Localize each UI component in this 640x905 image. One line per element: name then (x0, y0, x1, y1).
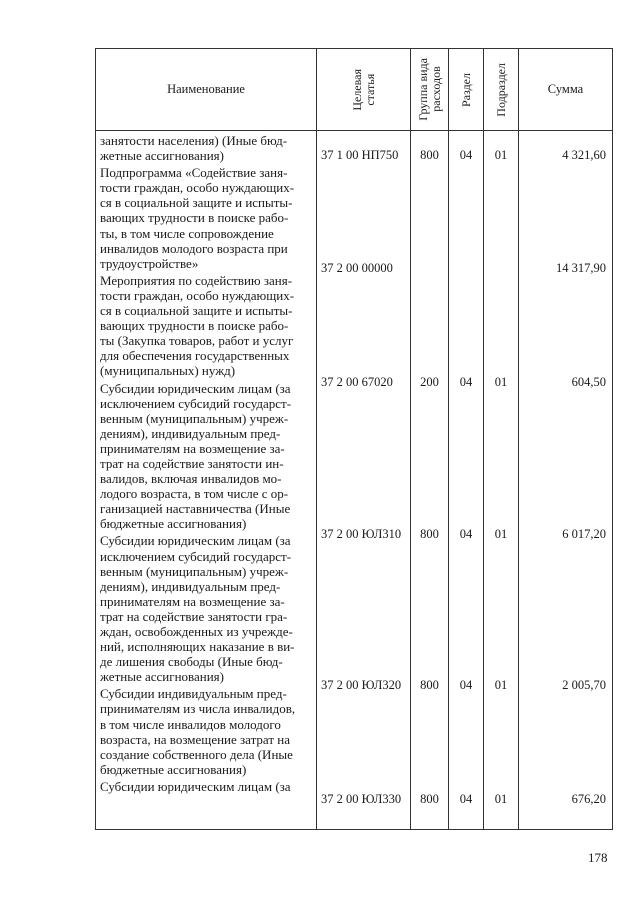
target-code-4: 37 2 00 ЮЛ320 (321, 678, 402, 692)
subsection-value-3: 01 (494, 527, 508, 541)
subsection-value-4: 01 (494, 678, 508, 692)
header-name: Наименование (96, 49, 317, 131)
header-section: Раздел (449, 49, 484, 131)
header-group: Группа вида расходов (411, 49, 449, 131)
section-value-5: 04 (459, 792, 473, 806)
group-value-4: 800 (420, 678, 439, 692)
row-text-1: Подпрограмма «Содействие заня- тости граждан, особо нуждающих- ся в социальной защите и испыты- вающих трудности в поиске рабо- ты, в том числе сопровождение инвалидов молодого возраста при трудоустройстве» (100, 165, 295, 271)
budget-table-sheet (95, 48, 612, 830)
section-value-2: 04 (459, 375, 473, 389)
sum-value-3: 6 017,20 (562, 527, 606, 541)
row-text-2: Мероприятия по содействию заня- тости граждан, особо нуждающих- ся в социальной защите и испыты- вающих трудности в поиске рабо- ты (Закупка товаров, работ и услуг для обеспечения государственных (муниципальных) нужд) (100, 272, 295, 379)
table-header-row (96, 49, 613, 131)
sum-value-2: 604,50 (571, 375, 606, 389)
header-sum: Сумма (519, 49, 613, 131)
subsection-value-0: 01 (494, 148, 508, 162)
sum-value-4: 2 005,70 (562, 678, 606, 692)
row-text-0: занятости населения) (Иные бюд- жетные ассигнования) (100, 133, 288, 164)
section-value-4: 04 (459, 678, 473, 692)
name-cell (96, 131, 317, 830)
section-column (449, 131, 484, 830)
group-value-3: 800 (420, 527, 439, 541)
target-column (317, 131, 411, 830)
subsection-value-5: 01 (494, 792, 508, 806)
sum-value-5: 676,20 (571, 792, 606, 806)
group-column (411, 131, 449, 830)
row-text-6: Субсидии юридическим лицам (за (100, 778, 291, 794)
target-code-5: 37 2 00 ЮЛ330 (321, 792, 402, 806)
section-value-0: 04 (459, 148, 473, 162)
header-target: Целевая статья (317, 49, 411, 131)
group-value-0: 800 (420, 148, 439, 162)
page-number: 178 (588, 850, 608, 865)
subsection-value-2: 01 (494, 375, 508, 389)
subsection-column (484, 131, 519, 830)
budget-table (95, 48, 613, 830)
row-text-4: Субсидии юридическим лицам (за исключением субсидий государст- венным (муниципальным) учреж- дениям), индивидуальным пред- принимателям на возмещение за- трат на содействие занятости гра- ждан, освобожденных из учрежде- ний, исполняющих наказание в ви- де лишения свободы (Иные бюд- жетные ассигнования) (100, 533, 295, 685)
target-code-0: 37 1 00 НП750 (321, 148, 399, 162)
sum-value-1: 14 317,90 (556, 261, 606, 275)
table-body-row (96, 131, 613, 830)
row-text-3: Субсидии юридическим лицам (за исключением субсидий государст- венным (муниципальным) учреж- дениям), индивидуальным пред- принимателям на возмещение за- трат на содействие занятости ин- валидов, включая инвалидов мо- лодого возраста, в том числе с ор- ганизацией наставничества (Иные бюджетные ассигнования) (100, 380, 292, 532)
sum-value-0: 4 321,60 (562, 148, 606, 162)
target-code-3: 37 2 00 ЮЛ310 (321, 527, 402, 541)
sum-column (519, 131, 613, 830)
target-code-2: 37 2 00 67020 (321, 375, 393, 389)
header-subsection: Подраздел (484, 49, 519, 131)
group-value-2: 200 (420, 375, 439, 389)
section-value-3: 04 (459, 527, 473, 541)
target-code-1: 37 2 00 00000 (321, 261, 393, 275)
group-value-5: 800 (420, 792, 439, 806)
row-text-5: Субсидии индивидуальным пред- принимателям из числа инвалидов, в том числе инвалидов молодого возраста, на возмещение затрат на создание собственного дела (Иные бюджетные ассигнования) (100, 686, 296, 777)
